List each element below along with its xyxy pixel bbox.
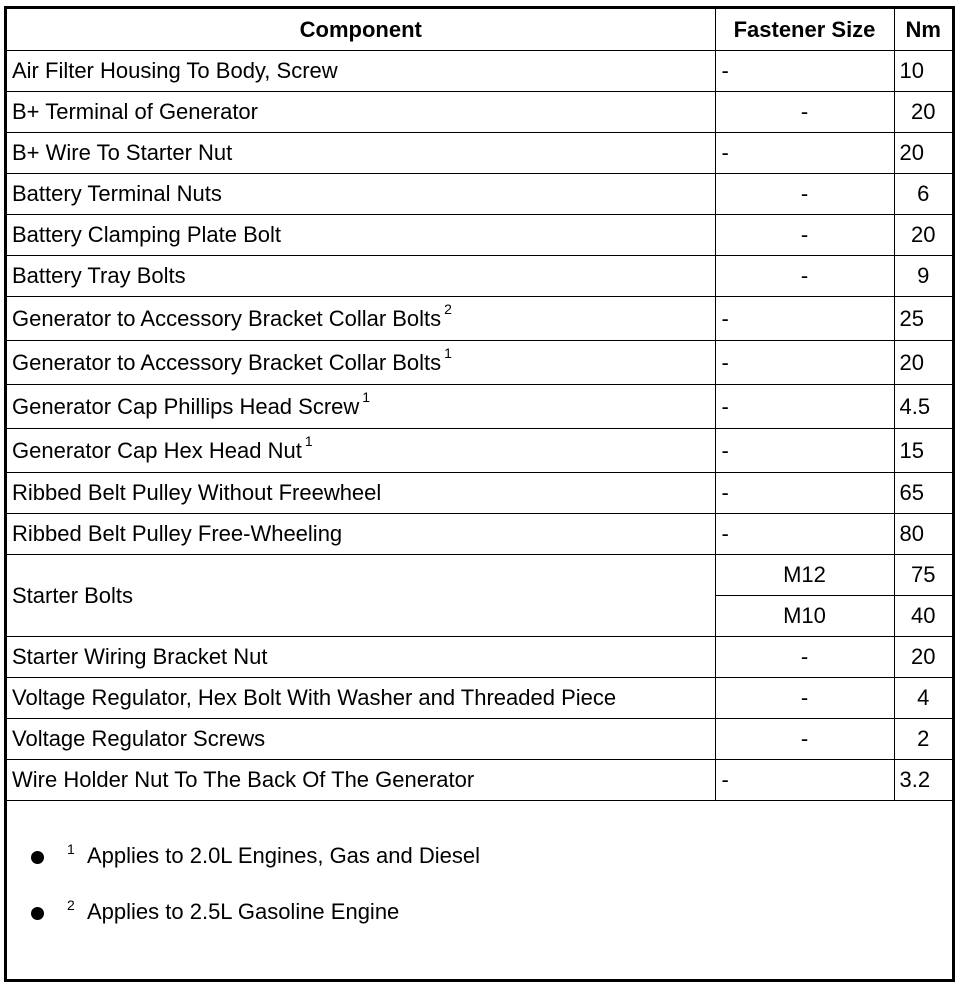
component-cell: Starter Bolts xyxy=(7,555,715,637)
component-cell: Battery Terminal Nuts xyxy=(7,174,715,215)
fastener-size-cell: - xyxy=(715,133,894,174)
bullet-icon xyxy=(31,851,44,864)
footnote-number: 1 xyxy=(67,841,75,857)
fastener-size-cell: - xyxy=(715,341,894,385)
table-row xyxy=(7,719,952,760)
component-cell: Starter Wiring Bracket Nut xyxy=(7,637,715,678)
fastener-size-cell: - xyxy=(715,92,894,133)
component-cell: Ribbed Belt Pulley Free-Wheeling xyxy=(7,514,715,555)
fastener-size-cell: - xyxy=(715,297,894,341)
component-cell: Air Filter Housing To Body, Screw xyxy=(7,51,715,92)
footnote-item xyxy=(7,827,952,883)
torque-spec-table-frame xyxy=(4,6,955,982)
torque-nm-cell: 20 xyxy=(894,341,952,385)
table-row xyxy=(7,678,952,719)
table-row xyxy=(7,215,952,256)
fastener-size-cell: - xyxy=(715,514,894,555)
torque-nm-cell: 20 xyxy=(894,215,952,256)
torque-nm-cell: 75 xyxy=(894,555,952,596)
table-header-row xyxy=(7,9,952,51)
component-cell: B+ Wire To Starter Nut xyxy=(7,133,715,174)
torque-nm-cell: 25 xyxy=(894,297,952,341)
table-row xyxy=(7,174,952,215)
component-cell: B+ Terminal of Generator xyxy=(7,92,715,133)
footnotes xyxy=(7,827,952,939)
fastener-size-cell: M10 xyxy=(715,596,894,637)
table-row xyxy=(7,256,952,297)
table-row xyxy=(7,341,952,385)
table-row xyxy=(7,473,952,514)
table-row xyxy=(7,92,952,133)
table-row xyxy=(7,514,952,555)
torque-nm-cell: 20 xyxy=(894,637,952,678)
table-row xyxy=(7,385,952,429)
table-row xyxy=(7,760,952,801)
fastener-size-cell: - xyxy=(715,719,894,760)
fastener-size-cell: - xyxy=(715,637,894,678)
torque-nm-cell: 4 xyxy=(894,678,952,719)
fastener-size-cell: - xyxy=(715,429,894,473)
table-row xyxy=(7,297,952,341)
component-cell: Battery Clamping Plate Bolt xyxy=(7,215,715,256)
footnote-marker: 1 xyxy=(362,389,371,406)
torque-nm-cell: 40 xyxy=(894,596,952,637)
table-row xyxy=(7,637,952,678)
fastener-size-cell: M12 xyxy=(715,555,894,596)
fastener-size-cell: - xyxy=(715,215,894,256)
fastener-size-cell: - xyxy=(715,760,894,801)
torque-nm-cell: 4.5 xyxy=(894,385,952,429)
component-cell: Voltage Regulator Screws xyxy=(7,719,715,760)
torque-nm-cell: 80 xyxy=(894,514,952,555)
header-fastener-size: Fastener Size xyxy=(715,9,894,51)
fastener-size-cell: - xyxy=(715,256,894,297)
torque-nm-cell: 20 xyxy=(894,133,952,174)
torque-nm-cell: 15 xyxy=(894,429,952,473)
footnote-marker: 1 xyxy=(444,345,452,362)
torque-spec-table xyxy=(7,9,952,801)
torque-nm-cell: 65 xyxy=(894,473,952,514)
torque-nm-cell: 6 xyxy=(894,174,952,215)
component-cell: Ribbed Belt Pulley Without Freewheel xyxy=(7,473,715,514)
torque-nm-cell: 9 xyxy=(894,256,952,297)
footnote-text: Applies to 2.0L Engines, Gas and Diesel xyxy=(87,843,480,868)
component-cell: Generator to Accessory Bracket Collar Bolts $^2$ xyxy=(7,297,715,341)
component-cell: Generator Cap Hex Head Nut $^1$ xyxy=(7,429,715,473)
table-row xyxy=(7,133,952,174)
fastener-size-cell: - xyxy=(715,678,894,719)
bullet-icon xyxy=(31,907,44,920)
footnote-item xyxy=(7,883,952,939)
footnote-marker: 2 xyxy=(444,301,452,318)
torque-nm-cell: 20 xyxy=(894,92,952,133)
header-component: Component xyxy=(7,9,715,51)
footnote-marker: 1 xyxy=(304,433,313,450)
table-row xyxy=(7,555,952,596)
fastener-size-cell: - xyxy=(715,174,894,215)
component-cell: Voltage Regulator, Hex Bolt With Washer and Threaded Piece xyxy=(7,678,715,719)
table-row xyxy=(7,429,952,473)
component-cell: Battery Tray Bolts xyxy=(7,256,715,297)
torque-nm-cell: 3.2 xyxy=(894,760,952,801)
component-cell: Wire Holder Nut To The Back Of The Generator xyxy=(7,760,715,801)
header-nm: Nm xyxy=(894,9,952,51)
fastener-size-cell: - xyxy=(715,385,894,429)
component-cell: Generator Cap Phillips Head Screw $^1$ xyxy=(7,385,715,429)
footnote-text: Applies to 2.5L Gasoline Engine xyxy=(87,899,400,924)
component-cell: Generator to Accessory Bracket Collar Bolts $^1$ xyxy=(7,341,715,385)
table-row xyxy=(7,51,952,92)
torque-nm-cell: 2 xyxy=(894,719,952,760)
fastener-size-cell: - xyxy=(715,473,894,514)
footnote-number: 2 xyxy=(67,897,75,913)
fastener-size-cell: - xyxy=(715,51,894,92)
torque-nm-cell: 10 xyxy=(894,51,952,92)
